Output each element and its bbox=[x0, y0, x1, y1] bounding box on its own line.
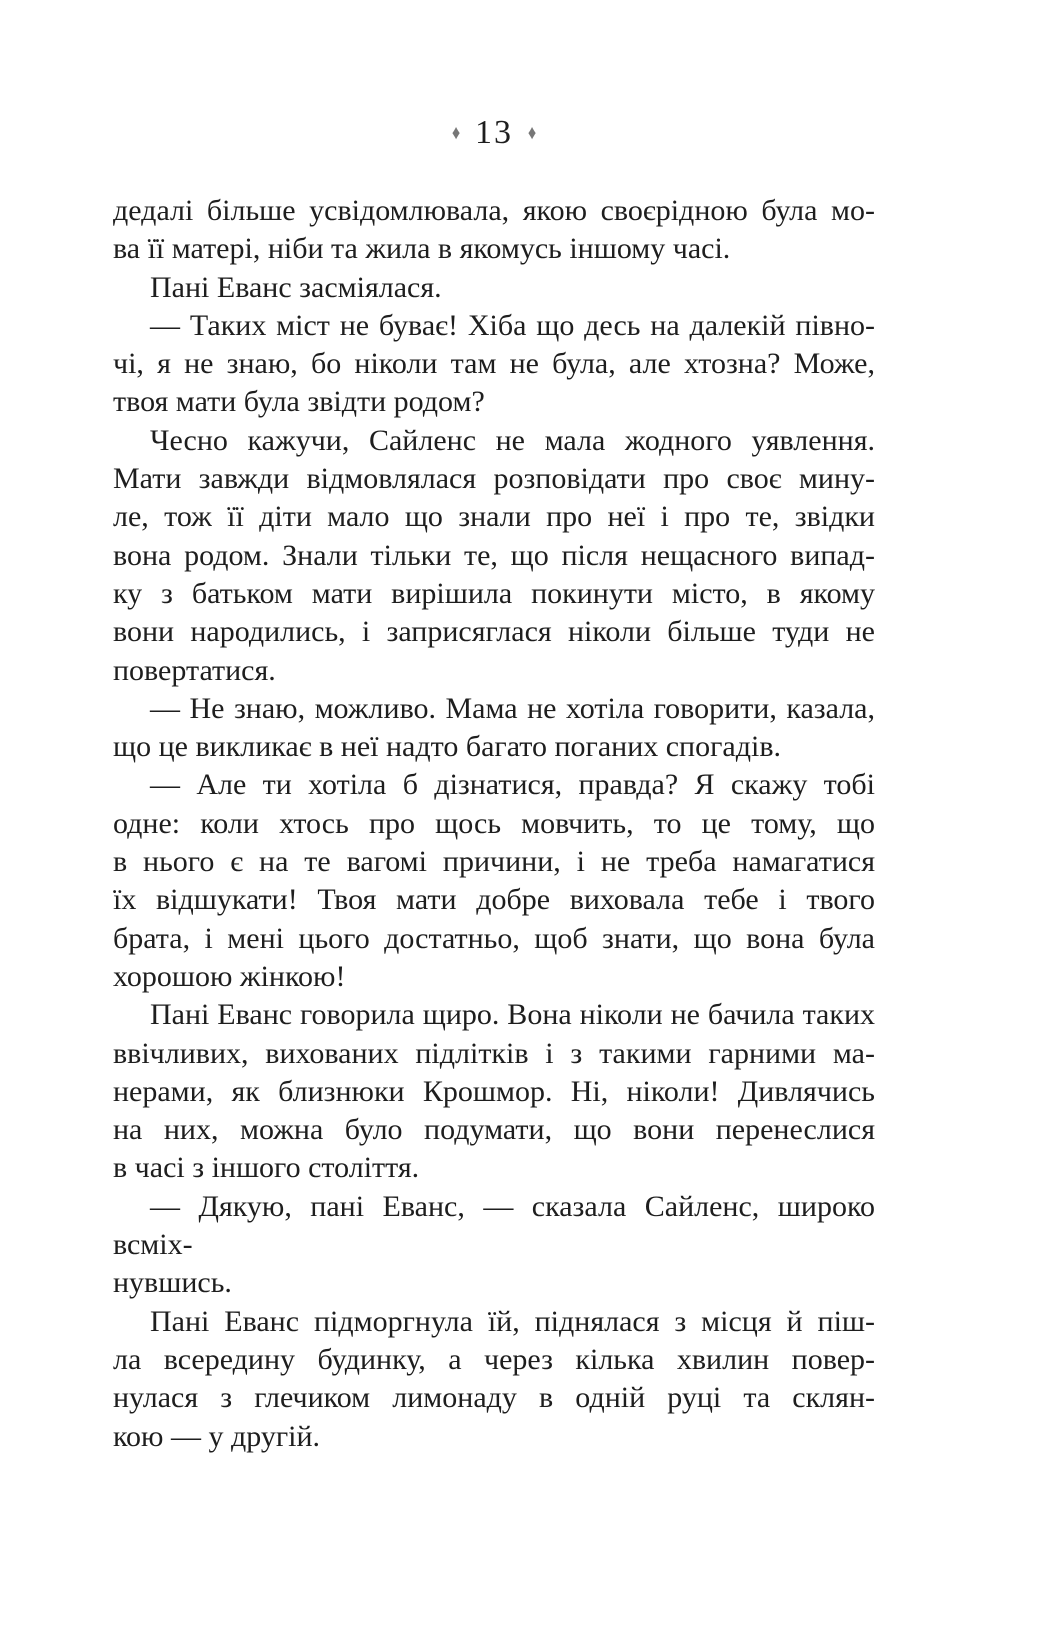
paragraph bbox=[113, 307, 875, 422]
text-line: ввічливих, вихованих підлітків і з такими гарними ма- bbox=[113, 1036, 875, 1070]
text-line: що це викликає в неї надто багато поганих спогадів. bbox=[113, 730, 781, 764]
text-line: ку з батьком мати вирішила покинути місто, в якому bbox=[113, 576, 875, 610]
text-line: Чесно кажучи, Сайленс не мала жодного уявлення. bbox=[150, 423, 875, 457]
text-line: хорошою жінкою! bbox=[113, 959, 346, 993]
text-line: ва її матері, ніби та жила в якомусь іншому часі. bbox=[113, 232, 731, 266]
paragraph bbox=[113, 690, 875, 767]
paragraph bbox=[113, 192, 875, 269]
text-line: кою — у другій. bbox=[113, 1419, 321, 1453]
text-line: ла всередину будинку, а через кілька хвилин повер- bbox=[113, 1342, 875, 1376]
page-header bbox=[113, 116, 875, 150]
text-line: в часі з іншого століття. bbox=[113, 1151, 420, 1185]
text-line: вона родом. Знали тільки те, що після нещасного випад- bbox=[113, 538, 875, 572]
text-line: — Не знаю, можливо. Мама не хотіла говорити, казала, bbox=[150, 691, 875, 725]
diamond-ornament-left-icon: ♦ bbox=[451, 122, 461, 144]
diamond-ornament-right-icon: ♦ bbox=[527, 122, 537, 144]
paragraph bbox=[113, 996, 875, 1187]
text-line: брата, і мені цього достатньо, щоб знати, що вона була bbox=[113, 921, 875, 955]
text-line: ле, тож її діти мало що знали про неї і про те, звідки bbox=[113, 500, 875, 534]
paragraph bbox=[113, 1303, 875, 1456]
text-line: їх відшукати! Твоя мати добре виховала тебе і твого bbox=[113, 883, 875, 917]
page-number: 13 bbox=[475, 114, 513, 151]
text-line: повертатися. bbox=[113, 653, 276, 687]
text-line: Пані Еванс говорила щиро. Вона ніколи не бачила таких bbox=[150, 998, 875, 1032]
text-line: Мати завжди відмовлялася розповідати про своє мину- bbox=[113, 462, 875, 496]
body-text bbox=[113, 192, 875, 1456]
text-line: — Але ти хотіла б дізнатися, правда? Я скажу тобі bbox=[150, 768, 875, 802]
text-line: нулася з глечиком лимонаду в одній руці та склян- bbox=[113, 1381, 875, 1415]
text-line: дедалі більше усвідомлювала, якою своєрідною була мо- bbox=[113, 194, 875, 227]
paragraph bbox=[113, 1188, 875, 1303]
text-line: твоя мати була звідти родом? bbox=[113, 385, 485, 419]
paragraph bbox=[113, 766, 875, 996]
paragraph bbox=[113, 422, 875, 690]
text-line: Пані Еванс засміялася. bbox=[150, 270, 442, 304]
text-line: — Таких міст не буває! Хіба що десь на далекій півно- bbox=[150, 308, 875, 342]
text-line: Пані Еванс підморгнула їй, піднялася з місця й піш- bbox=[150, 1304, 875, 1338]
text-line: нувшись. bbox=[113, 1266, 232, 1300]
text-line: — Дякую, пані Еванс, — сказала Сайленс, широко всміх- bbox=[113, 1189, 875, 1262]
text-line: вони народились, і заприсяглася ніколи більше туди не bbox=[113, 615, 875, 649]
text-line: на них, можна було подумати, що вони перенеслися bbox=[113, 1113, 875, 1147]
text-line: в нього є на те вагомі причини, і не треба намагатися bbox=[113, 845, 875, 879]
paragraph bbox=[113, 269, 875, 307]
text-line: одне: коли хтось про щось мовчить, то це тому, що bbox=[113, 806, 875, 840]
text-line: нерами, як близнюки Крошмор. Ні, ніколи! Дивлячись bbox=[113, 1074, 875, 1108]
text-line: чі, я не знаю, бо ніколи там не була, але хтозна? Може, bbox=[113, 347, 875, 381]
